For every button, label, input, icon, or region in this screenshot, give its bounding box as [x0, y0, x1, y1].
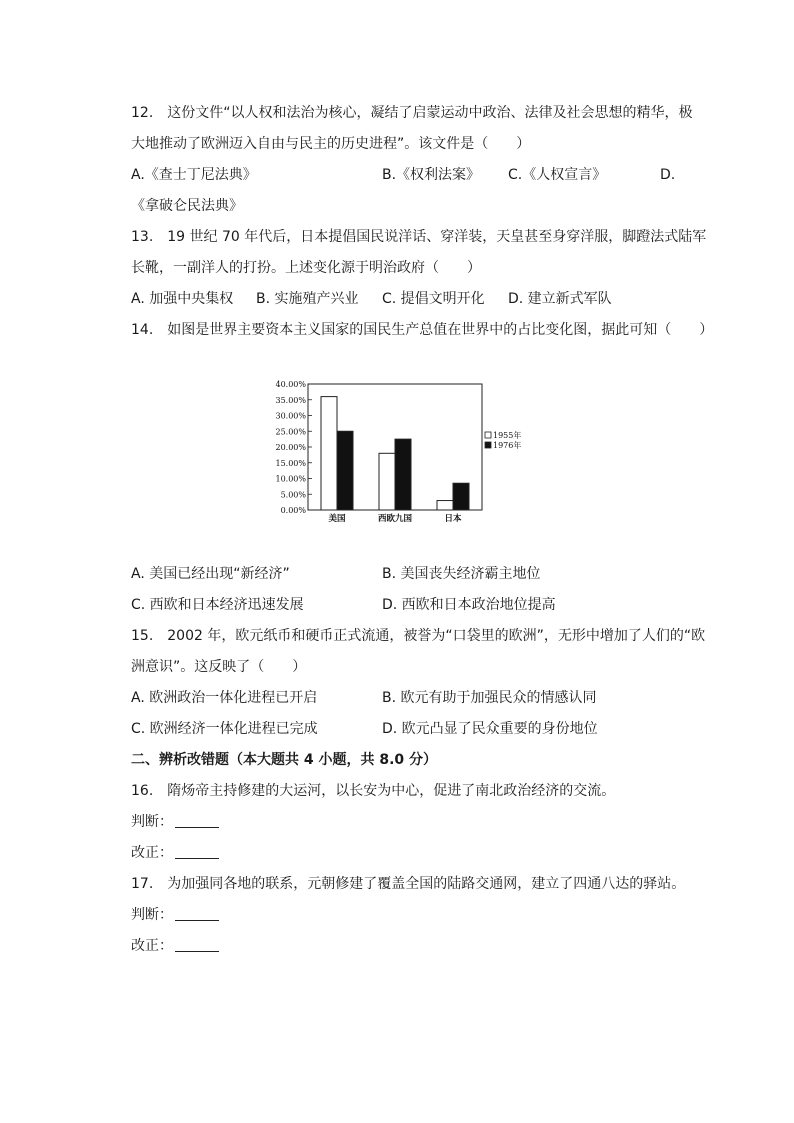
q13-option-a[interactable]: A. 加强中央集权: [131, 291, 234, 307]
y-tick-label: 25.00%: [275, 427, 306, 437]
q13-option-d[interactable]: D. 建立新式军队: [508, 291, 612, 307]
q14-option-a[interactable]: A. 美国已经出现“新经济”: [131, 566, 290, 582]
q16-stem: 16. 隋炀帝主持修建的大运河，以长安为中心，促进了南北政治经济的交流。: [131, 783, 616, 799]
q12-option-d[interactable]: D.: [660, 167, 676, 183]
bar-1955-0: [321, 397, 337, 510]
q12-option-b[interactable]: B.《权利法案》: [382, 167, 481, 183]
bar-1976-2: [453, 483, 469, 510]
q13-option-b[interactable]: B. 实施殖产兴业: [256, 291, 359, 307]
q17-correct-row: [131, 936, 219, 956]
q15-stem-line1: 15. 2002 年，欧元纸币和硬币正式流通，被誉为“口袋里的欧洲”，无形中增加了人们的“欧: [131, 628, 706, 644]
section-heading: 二、辨析改错题（本大题共 4 小题，共 8.0 分）: [131, 752, 438, 768]
q12-option-d-text[interactable]: 《拿破仑民法典》: [131, 198, 243, 214]
bar-1976-0: [337, 431, 353, 510]
x-category-label: 美国: [328, 514, 346, 524]
y-tick-label: 30.00%: [275, 411, 306, 421]
q17-judge-row: [131, 905, 219, 925]
q17-correct-blank[interactable]: [175, 937, 219, 952]
y-tick-label: 0.00%: [280, 506, 306, 515]
q12-stem-line2: 大地推动了欧洲迈入自由与民主的历史进程”。该文件是（ ）: [131, 136, 531, 152]
q12-option-c[interactable]: C.《人权宣言》: [508, 167, 607, 183]
y-tick-label: 10.00%: [275, 474, 306, 484]
q15-option-a[interactable]: A. 欧洲政治一体化进程已开启: [131, 690, 318, 706]
y-tick-label: 15.00%: [275, 458, 306, 468]
y-tick-label: 35.00%: [275, 395, 306, 405]
q16-judge-label: 判断：: [131, 814, 173, 830]
q13-stem-line2: 长靴，一副洋人的打扮。上述变化源于明治政府（ ）: [131, 260, 481, 276]
bar-1955-1: [379, 453, 395, 510]
q17-judge-blank[interactable]: [175, 906, 219, 921]
bar-1955-2: [437, 501, 453, 510]
q13-option-c[interactable]: C. 提倡文明开化: [382, 291, 485, 307]
x-category-label: 西欧九国: [377, 514, 413, 524]
q16-correct-row: [131, 843, 219, 863]
gnp-share-bar-chart: [270, 372, 530, 532]
q17-stem: 17. 为加强同各地的联系，元朝修建了覆盖全国的陆路交通网，建立了四通八达的驿站。: [131, 876, 686, 892]
q14-option-d[interactable]: D. 西欧和日本政治地位提高: [382, 597, 556, 613]
q15-option-c[interactable]: C. 欧洲经济一体化进程已完成: [131, 721, 318, 737]
q16-judge-row: [131, 812, 219, 832]
bar-1976-1: [395, 439, 411, 510]
legend-swatch-1: [485, 442, 491, 448]
legend-swatch-0: [485, 432, 491, 438]
legend-label-0: 1955年: [493, 431, 522, 440]
q15-option-d[interactable]: D. 欧元凸显了民众重要的身份地位: [382, 721, 598, 737]
q13-stem-line1: 13. 19 世纪 70 年代后，日本提倡国民说洋话、穿洋装，天皇甚至身穿洋服，脚蹬法式陆军: [131, 229, 707, 245]
q14-option-c[interactable]: C. 西欧和日本经济迅速发展: [131, 597, 304, 613]
q14-stem-line1: 14. 如图是世界主要资本主义国家的国民生产总值在世界中的占比变化图，据此可知（ ）: [131, 322, 714, 338]
q15-stem-line2: 洲意识”。这反映了（ ）: [131, 659, 307, 675]
q14-option-b[interactable]: B. 美国丧失经济霸主地位: [382, 566, 541, 582]
y-tick-label: 20.00%: [275, 443, 306, 452]
q16-judge-blank[interactable]: [175, 813, 219, 828]
q12-stem-line1: 12. 这份文件“以人权和法治为核心，凝结了启蒙运动中政治、法律及社会思想的精华，极: [131, 105, 693, 121]
x-category-label: 日本: [444, 514, 462, 524]
q12-option-a[interactable]: A.《查士丁尼法典》: [131, 167, 257, 183]
q17-correct-label: 改正：: [131, 938, 173, 954]
y-tick-label: 5.00%: [280, 490, 306, 500]
q16-correct-blank[interactable]: [175, 844, 219, 859]
legend-label-1: 1976年: [493, 441, 522, 450]
q16-correct-label: 改正：: [131, 845, 173, 861]
y-tick-label: 40.00%: [275, 380, 306, 389]
q15-option-b[interactable]: B. 欧元有助于加强民众的情感认同: [382, 690, 597, 706]
q17-judge-label: 判断：: [131, 907, 173, 923]
